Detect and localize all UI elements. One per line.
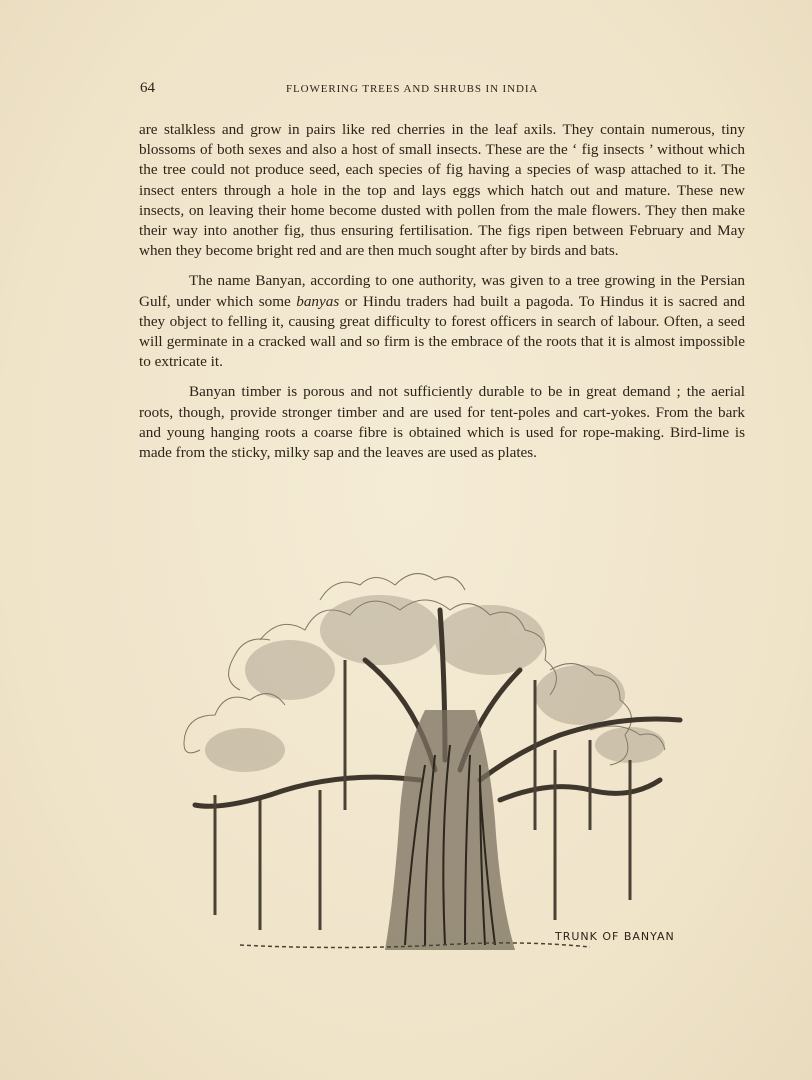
paragraph-2-part-2: or Hindu traders had built a pagoda. To Hindus it is sacred and they object to felling it, causing great difficulty to forest officers in search of labour. Often, a seed will germinate in a cracked wall and so firm is the embrace of the roots that it is almost impossible to extricate it. xyxy=(139,292,745,371)
page-header xyxy=(140,80,744,100)
paragraph-2 xyxy=(139,271,745,372)
main-trunk xyxy=(385,710,515,950)
paragraph-3: Banyan timber is porous and not sufficiently durable to be in great demand ; the aerial roots, though, provide stronger timber and are used for tent-poles and cart-yokes. From the bark and young hanging roots a coarse fibre is obtained which is used for rope-making. Bird-lime is made from the sticky, milky sap and the leaves are used as plates. xyxy=(139,383,745,462)
paragraph-2-part-1: The name Banyan, according to one authority, was given to a tree growing in the Persian Gulf, under which some xyxy=(139,272,745,310)
paragraph-1: are stalkless and grow in pairs like red cherries in the leaf axils. They contain numerous, tiny blossoms of both sexes and also a host of small insects. These are the ‘ fig insects ’ without which the tree could not produce seed, each species of fig having a species of wasp attached to it. The insect enters through a hole in the top and lays eggs which hatch out and mature. These new insects, on leaving their home become dusted with pollen from the male flowers. They then make their way into another fig, thus ensuring fertilisation. The figs ripen between February and May when they become bright red and are then much sought after by birds and bats. xyxy=(139,121,745,260)
italic-term-banyas: banyas xyxy=(296,292,340,310)
page-number: 64 xyxy=(140,80,155,96)
banyan-tree-illustration xyxy=(170,560,730,970)
illustration-caption: TRUNK OF BANYAN xyxy=(555,930,675,943)
running-head: FLOWERING TREES AND SHRUBS IN INDIA xyxy=(286,83,539,95)
body-text xyxy=(139,120,745,473)
